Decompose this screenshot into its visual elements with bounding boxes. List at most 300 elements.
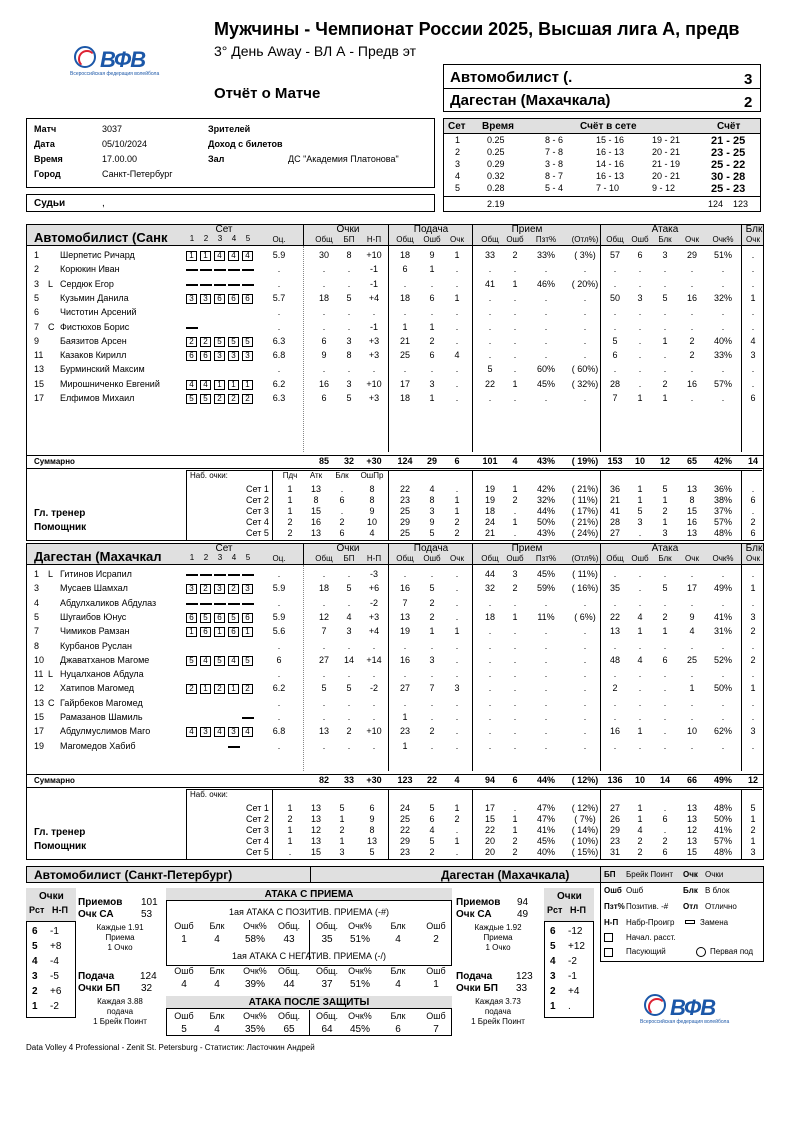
stat-tot: . [322,307,326,318]
stat-b: . [751,740,755,751]
stat-a-err: 4 [637,654,643,665]
set-num: 3 [455,159,461,169]
rotation-box: 5 [200,613,211,623]
set-rec: 41% [536,825,556,835]
stat-note: Каждая 3.88 [97,997,143,1006]
points-head: Пдч [282,471,298,480]
set-blk: 5 [750,803,756,813]
stat-a-pts: . [690,712,694,722]
legend-text: Очки [705,870,724,879]
col-head: Сет [448,121,466,132]
summary-a-blk: 14 [659,775,671,785]
stat-a-err: 1 [637,626,643,637]
set-points: 6 [369,803,375,813]
col-head: Сет [215,543,233,554]
stat-np: . [372,740,376,751]
set-att: 3 [637,517,643,527]
set-att: 36% [713,484,733,494]
stat-vote: . [277,264,281,275]
set-serve: 23 [399,847,411,857]
stat-note: Каждые 1.91 [96,923,144,932]
legend-key: Отл [683,902,699,911]
summary-b: 14 [747,456,759,466]
player-name: Гайрбеков Магомед [60,697,143,708]
summary-r-pos: 44% [536,775,556,785]
rotation-box: 6 [228,627,239,637]
stat-a-tot: 2 [612,683,618,694]
stat-vote: . [277,697,281,708]
col-head: Очки [336,543,360,554]
stat-bp: 14 [343,654,355,665]
summary-bp: 33 [343,775,355,785]
info-value: Санкт-Петербург [102,169,173,179]
stat-r-pos: . [544,264,548,275]
legend-text: Пасующий [626,947,666,956]
stat-a-blk: . [663,726,667,737]
player-number: 4 [34,597,40,608]
set-att: 2 [637,836,643,846]
stat-r-tot: . [488,597,492,608]
att-col: Ошб [426,966,446,976]
stat-a-err: . [638,278,642,289]
col-subhead: Н-П [366,235,382,244]
stat-r-pos: 45% [536,569,556,579]
set-time: 0.25 [487,147,505,157]
rotation-box: 4 [200,380,211,390]
rotation-box: 6 [214,613,225,623]
stat-a-blk: 2 [662,378,668,389]
col-subhead: Оц. [272,554,286,563]
set-points: 2 [339,517,345,527]
stat-s-err: . [430,712,434,722]
set-partial: 14 - 16 [596,159,625,169]
stat-r-err: . [513,669,517,680]
stat-s-pts: . [455,321,459,332]
stat-r-exc: . [583,712,587,722]
stat-r-err: 2 [512,583,518,594]
rot-pos: 2 [550,986,556,997]
stat-s-tot: 7 [402,597,408,608]
stat-r-exc: . [583,597,587,608]
stat-s-pts: . [455,740,459,751]
stat-bp: 3 [346,626,352,637]
stat-a-err: . [638,569,642,579]
stat-a-pts: . [690,307,694,318]
stat-r-err: 1 [512,611,518,622]
team-name: Автомобилист (Санк [34,230,168,245]
set-att: 1 [662,495,668,505]
set-partial: 7 - 8 [545,147,564,157]
col-subhead: Пзт% [535,235,557,244]
stat-a-tot: . [613,669,617,680]
rot-pos: 5 [32,941,38,952]
set-att: 15 [686,506,698,516]
player-role: L [48,569,54,579]
stat-s-tot: . [403,697,407,708]
set-rec: 15 [484,814,496,824]
rotation-box: 3 [228,351,239,361]
rotation-box: 1 [228,380,239,390]
stat-a-pct: . [721,740,725,751]
stat-label: Очк СА [456,909,492,920]
rotation-box: 6 [186,613,197,623]
stat-s-pts: . [455,669,459,680]
stat-a-err: . [638,264,642,275]
setter-box [604,948,613,957]
stat-note: Каждые 1.92 [474,923,522,932]
set-att: 8 [689,495,695,505]
stat-a-pct: 49% [713,583,733,594]
player-name: Сердюк Егор [60,278,114,289]
col-subhead: Очк% [712,235,734,244]
stat-a-pct: . [721,697,725,708]
set-rec: 1 [512,825,518,835]
player-name: Гитинов Исрапил [60,569,132,579]
stat-np: -2 [369,597,379,608]
stat-s-tot: . [403,669,407,680]
set-serve: 29 [399,517,411,527]
set-points: 8 [313,495,319,505]
rotation-box: 5 [214,656,225,666]
rot-val: -12 [568,926,583,937]
att-val: 4 [214,1024,220,1035]
stat-s-err: 2 [429,335,435,346]
stat-r-tot: . [488,264,492,275]
stat-r-err: . [513,350,517,361]
set-points: 1 [339,836,345,846]
stat-s-pts: . [455,697,459,708]
stat-b: . [751,697,755,708]
stat-s-pts: 1 [454,250,460,260]
stat-np: -2 [369,683,379,694]
rotation-box: 6 [242,613,253,623]
rotation-box: 6 [200,627,211,637]
rotation-box: 1 [214,380,225,390]
stat-s-pts: . [455,611,459,622]
stat-a-tot: . [613,740,617,751]
col-head: Подача [413,543,449,554]
stat-s-err: 1 [429,393,435,403]
stat-r-tot: . [488,640,492,651]
stat-b: 2 [750,654,756,665]
stat-tot: 9 [321,350,327,361]
att-col: Очк% [243,921,267,931]
stat-a-pts: 2 [689,335,695,346]
stat-a-err: . [638,697,642,708]
total-score1: 124 [708,199,724,209]
referee-label: Судьи [34,198,66,209]
set-rec: 18 [484,506,496,516]
player-number: 3 [34,583,40,594]
set-att: 38% [713,495,733,505]
score-sets2: 2 [744,94,753,111]
stat-r-tot: . [488,726,492,737]
rot-val: -5 [50,971,59,982]
stat-s-err: 7 [429,683,435,694]
set-rec: 2 [512,836,518,846]
stat-vote: 5.9 [272,583,286,594]
stat-s-err: 2 [429,597,435,608]
stat-a-err: . [638,640,642,651]
stat-r-err: . [513,740,517,751]
set-serve: 29 [399,836,411,846]
stat-r-pos: . [544,712,548,722]
stat-np: +10 [366,250,382,260]
stat-r-err: 2 [512,250,518,260]
rotation-box: 2 [186,337,197,347]
stat-r-exc: ( 16%) [571,583,599,594]
stat-tot: . [322,264,326,275]
rotation-box: 1 [228,684,239,694]
stat-vote: 6.2 [272,683,286,694]
stat-r-tot: . [488,335,492,346]
set-att: 13 [686,528,698,538]
set-att: 26 [609,814,621,824]
stat-a-pct: 50% [713,683,733,694]
player-role: L [48,278,54,289]
att-col: Очк% [348,966,372,976]
stat-label: Приемов [456,897,501,908]
att-col: Блк [390,921,406,931]
stat-a-pts: 4 [689,626,695,637]
stat-a-err: 3 [637,292,643,303]
set-att: 27 [609,528,621,538]
stat-s-pts: . [455,378,459,389]
rotation-box: 1 [200,684,211,694]
att-val: 1 [433,979,439,990]
att-col: Общ. [315,966,339,976]
set-points: 13 [310,814,322,824]
att-val: 1 [181,934,187,945]
referee-box [26,194,435,212]
rotation-box: 4 [214,251,225,261]
att-val: 51% [349,979,371,990]
att-val: 43 [283,934,295,945]
stat-r-tot: . [488,654,492,665]
stat-tot: 30 [318,250,330,260]
player-name: Корюкин Иван [60,264,120,275]
set-points: 13 [310,528,322,538]
set-rec: 43% [536,528,556,538]
stat-s-tot: . [403,278,407,289]
set-rec: ( 10%) [571,836,599,846]
stat-a-tot: 22 [609,611,621,622]
stat-a-err: 1 [637,726,643,737]
stat-tot: 18 [318,292,330,303]
stat-r-tot: 22 [484,378,496,389]
stat-np: +10 [366,726,382,737]
stat-s-tot: 19 [399,626,411,637]
stat-a-pts: 9 [689,611,695,622]
player-name: Нуцалханов Абдула [60,669,144,680]
stat-vote: 6.3 [272,393,286,403]
stat-a-err: . [638,669,642,680]
summary-r-pos: 43% [536,456,556,466]
stat-r-tot: . [488,321,492,332]
stat-a-blk: . [663,712,667,722]
set-att: 1 [662,517,668,527]
summary-tot: 82 [318,775,330,785]
set-points: 1 [287,506,293,516]
col-subhead: Общ [396,235,414,244]
stat-tot: . [322,669,326,680]
info-label: Зал [208,154,225,164]
set-points: 9 [369,814,375,824]
player-name: Абдулмуслимов Маго [60,726,151,737]
start-box [604,933,613,942]
stat-a-pct: 32% [713,292,733,303]
set-att: 48% [713,803,733,813]
stat-r-pos: 60% [536,364,556,375]
stat-s-tot: . [403,364,407,375]
summary-a-pct: 42% [713,456,733,466]
rotation-box: 4 [186,727,197,737]
stat-np: +6 [368,583,380,594]
set-points: 2 [339,825,345,835]
stat-b: . [751,669,755,680]
stat-label: Приемов [78,897,123,908]
att-val: 51% [349,934,371,945]
player-name: Бурминский Максим [60,364,145,375]
stat-b: 2 [750,626,756,637]
player-name: Шерпетис Ричард [60,250,135,260]
set-points: 5 [369,847,375,857]
stat-vote: . [277,640,281,651]
stat-s-pts: 1 [454,292,460,303]
stat-s-pts: 3 [454,683,460,694]
org-logo-bottom [640,992,740,1028]
att-val: 44 [283,979,295,990]
stat-s-tot: 6 [402,264,408,275]
stat-s-err: . [430,669,434,680]
first-serve-icon [696,947,706,957]
stat-a-pct: . [721,569,725,579]
set-rec: 2 [512,495,518,505]
stat-a-blk: . [663,364,667,375]
stat-value: 101 [141,897,158,908]
rot-val: +6 [50,986,62,997]
att-col: Ошб [174,921,194,931]
stat-note: 1 Брейк Поинт [471,1017,525,1026]
stat-r-exc: . [583,350,587,361]
set-row-label: Сет 1 [246,484,269,494]
set-partial: 5 - 4 [545,183,564,193]
rot-pos: 5 [550,941,556,952]
stat-r-err: . [513,654,517,665]
stat-a-tot: . [613,697,617,708]
stat-bp: . [347,640,351,651]
info-label: Время [34,154,63,164]
player-number: 2 [34,264,40,275]
att-val: 35% [244,1024,266,1035]
stat-a-pct: 57% [713,378,733,389]
stat-r-exc: . [583,669,587,680]
rot-val: -1 [568,971,577,982]
stat-a-err: 6 [637,250,643,260]
set-points: 4 [369,528,375,538]
stat-b: 1 [750,683,756,694]
stat-r-err: 3 [512,569,518,579]
set-row-label: Сет 3 [246,825,269,835]
summary-a-tot: 136 [607,775,623,785]
stat-b: . [751,640,755,651]
stat-a-err: . [638,335,642,346]
legend-key: Блк [683,886,698,895]
coach-label: Гл. тренер [34,827,86,838]
set-rec: 1 [512,517,518,527]
set-time: 0.32 [487,171,505,181]
summary-tot: 85 [318,456,330,466]
stat-bp: . [347,569,351,579]
stat-a-blk: 3 [662,250,668,260]
stat-s-tot: 16 [399,654,411,665]
set-att: 41 [609,506,621,516]
stat-s-tot: 13 [399,611,411,622]
set-points: 2 [287,814,293,824]
stat-a-blk: 1 [662,393,668,403]
col-subhead: (Отл%) [571,235,599,244]
rot-val: -2 [568,956,577,967]
stat-value: 32 [141,983,153,994]
stat-value: 94 [517,897,529,908]
rotation-box: 4 [214,727,225,737]
set-points: 15 [310,506,322,516]
set-att: 13 [686,484,698,494]
set-att: 57% [713,517,733,527]
summary-a-tot: 153 [607,456,623,466]
stat-s-pts: . [455,712,459,722]
stat-vote: 6.8 [272,726,286,737]
stat-bp: 5 [346,292,352,303]
stat-label: Очки БП [456,983,498,994]
col-subhead: Общ [606,554,624,563]
stat-r-pos: . [544,654,548,665]
stat-bp: . [347,697,351,708]
stat-a-pts: . [690,264,694,275]
legend-key: Н-П [604,918,619,927]
rotation-box: 5 [242,337,253,347]
set-points: 13 [310,803,322,813]
info-value: ДС "Академия Платонова" [288,154,399,164]
summary-b: 12 [747,775,759,785]
rotation-box: 4 [186,380,197,390]
att-col: Ошб [426,1011,446,1021]
legend-text: Позитив. -# [626,902,669,911]
stat-r-exc: . [583,654,587,665]
stat-r-exc: . [583,726,587,737]
set-time: 0.25 [487,135,505,145]
stat-a-tot: . [613,264,617,275]
legend-text: Отлично [705,902,737,911]
org-logo-top [70,44,170,80]
stat-a-err: . [638,364,642,375]
player-name: Шугаибов Юнус [60,611,127,622]
player-number: 17 [34,726,45,737]
stat-s-tot: 18 [399,292,411,303]
stat-r-pos: 11% [537,611,555,622]
stat-a-pts: . [690,640,694,651]
col-head: Атака [651,543,679,554]
player-number: 15 [34,712,45,722]
stat-r-exc: . [583,740,587,751]
stat-a-err: . [638,740,642,751]
set-rec: 21 [484,528,496,538]
assist-label: Помощник [34,522,87,533]
set-serve: 1 [454,836,460,846]
set-att: 2 [662,506,668,516]
set-rec: ( 7%) [574,814,596,824]
stat-r-err: . [513,292,517,303]
